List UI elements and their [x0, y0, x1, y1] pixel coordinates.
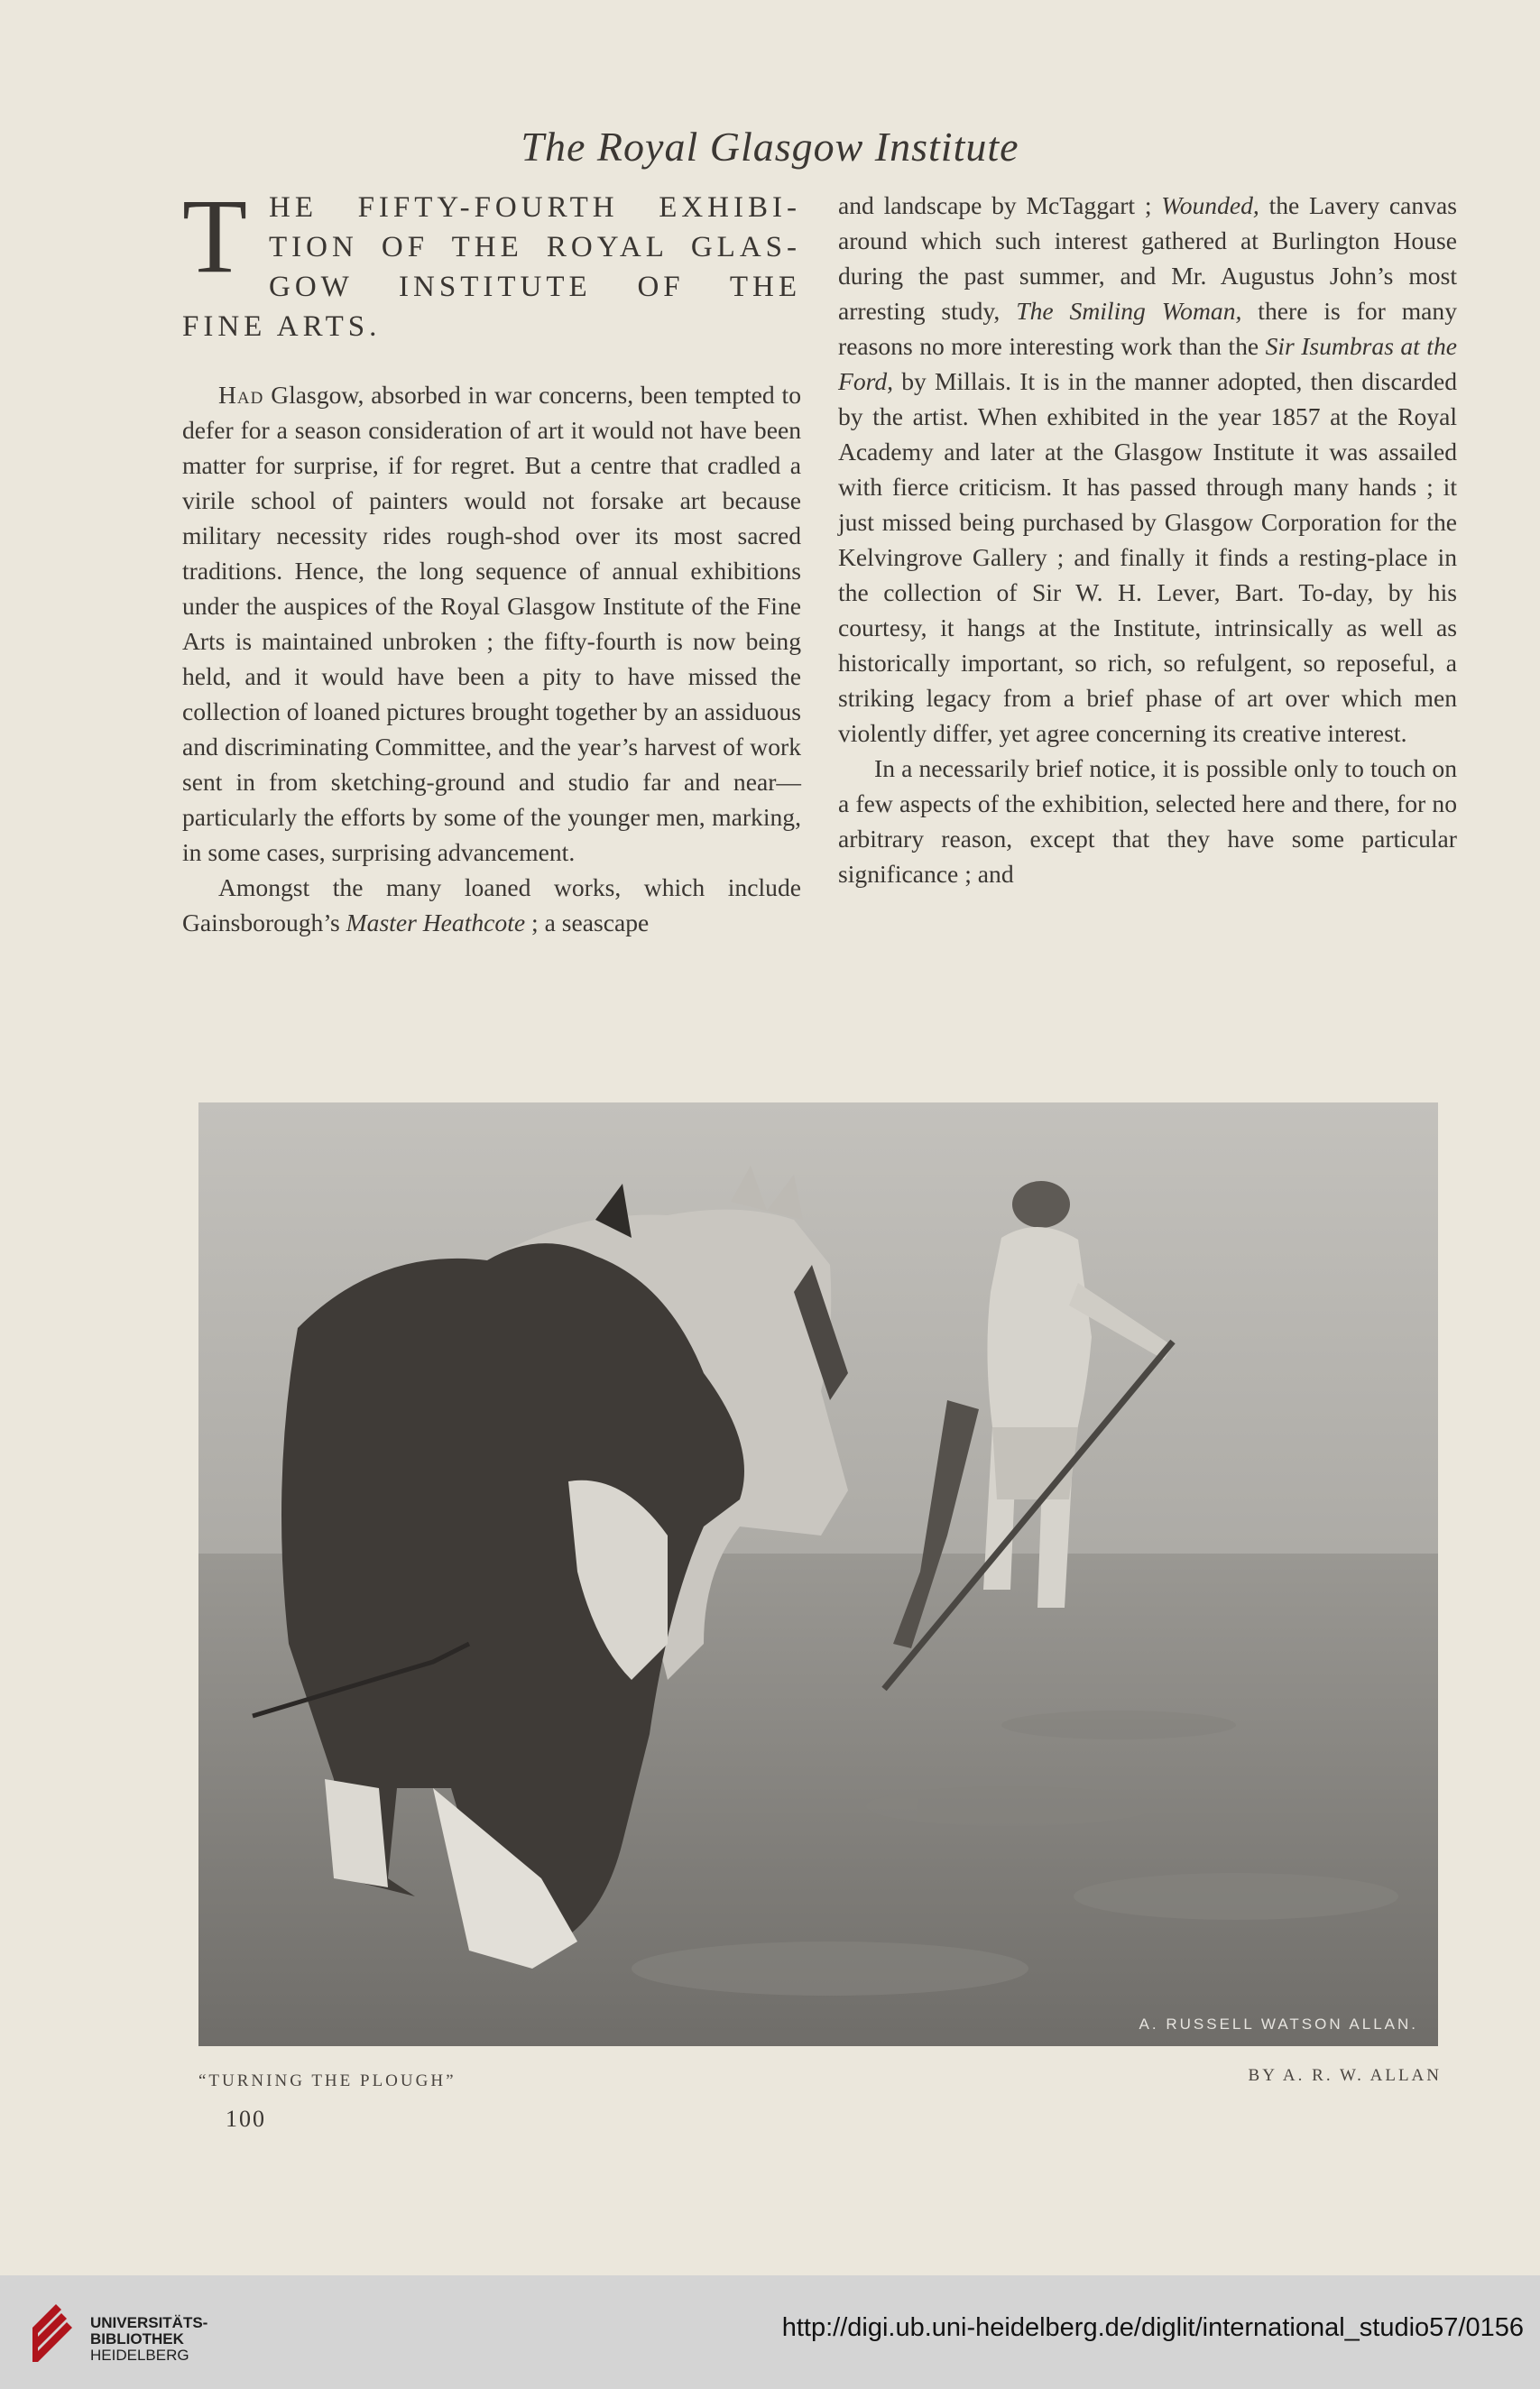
painting-plate: [198, 1102, 1438, 2046]
heading-line-3: GOW INSTITUTE OF THE: [269, 271, 801, 303]
library-name-line: BIBLIOTHEK: [90, 2330, 184, 2347]
paragraph: [182, 377, 801, 870]
paragraph-text: Amongst the many loaned works, which include Gainsborough’s: [182, 873, 801, 936]
footer-bar: [0, 2275, 1540, 2389]
heading-line-2: TION OF THE ROYAL GLAS-: [269, 231, 801, 263]
drop-cap: T: [182, 177, 248, 295]
artwork-title: Sir Isumbras at the Ford,: [838, 332, 1457, 395]
library-logo-icon: [25, 2295, 81, 2367]
painting-illustration: [198, 1102, 1438, 2046]
plate-caption: “TURNING THE PLOUGH”: [198, 2071, 456, 2090]
heading-text: [182, 177, 801, 346]
heading-line-1: HE FIFTY-FOURTH EXHIBI-: [269, 191, 801, 224]
paragraph: [838, 751, 1457, 891]
paragraph-text: ; a seascape: [525, 909, 650, 936]
paragraph-lead: Had: [218, 381, 264, 409]
paragraph-text: the Lavery canvas around which such interest gathered at Burlington House during the past summer, and Mr. Augustus John’s most arresting study,: [838, 191, 1457, 325]
paragraph-text: there is for many reasons no more interesting work than the: [838, 297, 1457, 360]
right-column: [838, 188, 1457, 891]
running-head: The Royal Glasgow Institute: [521, 124, 1019, 170]
paragraph: [182, 870, 801, 940]
artwork-title: Master Heathcote: [346, 909, 526, 936]
paragraph-text: In a necessarily brief notice, it is possible only to touch on a few aspects of the exhibition, selected here and there, for no arbitrary reason, except that they have some particular significance ; and: [838, 754, 1457, 888]
library-name-line: HEIDELBERG: [90, 2347, 189, 2364]
artwork-title: The Smiling Woman,: [1016, 297, 1242, 325]
heading-line-4: FINE ARTS.: [182, 310, 382, 343]
artwork-title: Wounded,: [1161, 191, 1259, 219]
left-column: [182, 177, 801, 940]
article-heading: [182, 177, 801, 357]
paragraph-text: by Millais. It is in the manner adopted, then discarded by the artist. When exhibited in the year 1857 at the Royal Academy and later at the Glasgow Institute it was assailed with fierce criticism. It has passed through many hands ; it just missed being purchased by Glasgow Corporation for the Kelvingrove Gallery ; and finally it finds a resting-place in the collection of Sir W. H. Lever, Bart. To-day, by his courtesy, it hangs at the Institute, intrinsically as well as historically important, so rich, so refulgent, so reposeful, a striking legacy from a brief phase of art over which men violently differ, yet agree concerning its creative interest.: [838, 367, 1457, 747]
page-number: 100: [226, 2106, 266, 2132]
paragraph: [838, 188, 1457, 751]
library-name-line: UNIVERSITÄTS-: [90, 2314, 208, 2331]
paragraph-text: Glasgow, absorbed in war concerns, been tempted to defer for a season consideration of art it would not have been matter for surprise, if for regret. But a centre that cradled a virile school of painters would not forsake art because military necessity rides rough-shod over its most sacred traditions. Hence, the long sequence of annual exhibitions under the auspices of the Royal Glasgow Institute of the Fine Arts is maintained unbroken ; the fifty-fourth is now being held, and it would have been a pity to have missed the collection of loaned pictures brought together by an assiduous and discriminating Committee, and the year’s harvest of work sent in from sketching-ground and studio far and near—particularly the efforts by some of the younger men, marking, in some cases, surprising advancement.: [182, 381, 801, 866]
plate-credit: BY A. R. W. ALLAN: [1248, 2066, 1442, 2085]
library-name: [90, 2315, 207, 2364]
permalink-url[interactable]: http://digi.ub.uni-heidelberg.de/diglit/international_studio57/0156: [781, 2313, 1524, 2342]
artist-signature: A. RUSSELL WATSON ALLAN.: [1139, 2015, 1418, 2033]
paragraph-text: and landscape by McTaggart ;: [838, 191, 1162, 219]
